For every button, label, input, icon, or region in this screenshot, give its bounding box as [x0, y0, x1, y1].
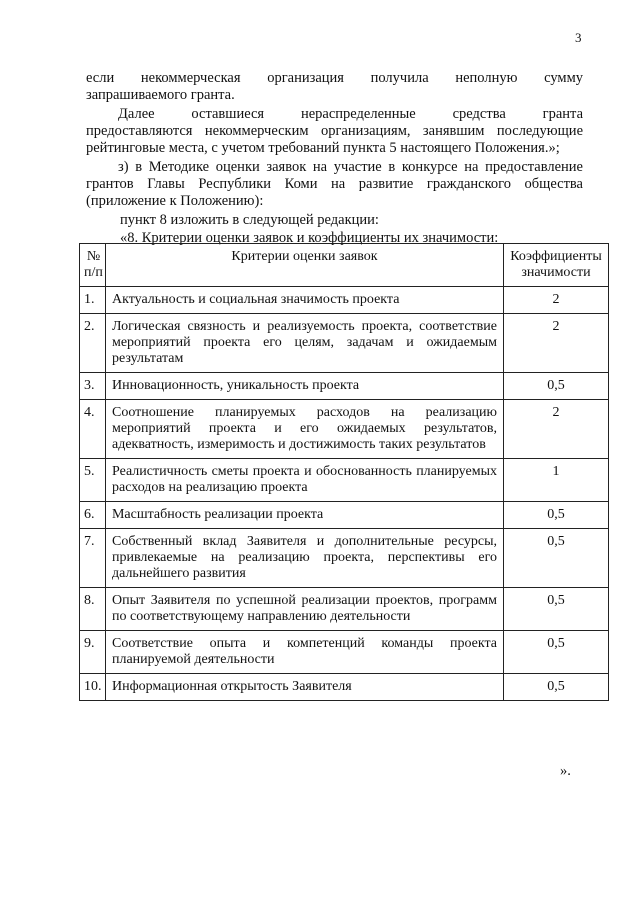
row-coefficient: 0,5 — [503, 631, 608, 674]
header-criteria: Критерии оценки заявок — [105, 244, 503, 287]
row-coefficient: 0,5 — [503, 373, 608, 400]
row-coefficient: 0,5 — [503, 529, 608, 588]
row-criteria: Информационная открытость Заявителя — [105, 674, 503, 701]
table-row — [80, 400, 609, 459]
paragraph-table-caption: «8. Критерии оценки заявок и коэффициенты их значимости: — [120, 230, 499, 246]
row-coefficient: 2 — [503, 287, 608, 314]
paragraph-grant-amount — [86, 70, 583, 104]
table-row — [80, 588, 609, 631]
row-coefficient: 2 — [503, 314, 608, 373]
row-num: 3. — [80, 373, 106, 400]
paragraph-line: запрашиваемого гранта. — [86, 87, 235, 103]
paragraph-line: Далее оставшиеся нераспределенные средства гранта — [118, 106, 583, 122]
row-criteria: Инновационность, уникальность проекта — [105, 373, 503, 400]
row-criteria: Масштабность реализации проекта — [105, 502, 503, 529]
table-row — [80, 674, 609, 701]
row-num: 6. — [80, 502, 106, 529]
page-number: 3 — [575, 30, 582, 45]
table-row — [80, 631, 609, 674]
table-row — [80, 287, 609, 314]
table-header-row — [80, 244, 609, 287]
header-num: № п/п — [80, 244, 106, 287]
row-num: 10. — [80, 674, 106, 701]
row-criteria: Собственный вклад Заявителя и дополнительные ресурсы, привлекаемые на реализацию проекта, перспективы его дальнейшего развития — [105, 529, 503, 588]
paragraph-line: предоставляются некоммерческим организациям, занявшим последующие рейтинговые места, с учетом требований пункта 5 настоящего Положения.»; — [86, 123, 583, 156]
row-num: 8. — [80, 588, 106, 631]
row-criteria: Соответствие опыта и компетенций команды проекта планируемой деятельности — [105, 631, 503, 674]
row-num: 7. — [80, 529, 106, 588]
row-coefficient: 0,5 — [503, 588, 608, 631]
row-num: 4. — [80, 400, 106, 459]
criteria-table — [79, 243, 609, 701]
row-num: 2. — [80, 314, 106, 373]
row-num: 9. — [80, 631, 106, 674]
row-num: 5. — [80, 459, 106, 502]
closing-quote: ». — [560, 763, 571, 779]
paragraph-remaining-funds — [86, 106, 583, 157]
row-coefficient: 1 — [503, 459, 608, 502]
row-criteria: Логическая связность и реализуемость проекта, соответствие мероприятий проекта его целям, задачам и ожидаемым результатам — [105, 314, 503, 373]
row-coefficient: 2 — [503, 400, 608, 459]
row-criteria: Опыт Заявителя по успешной реализации проектов, программ по соответствующему направлению деятельности — [105, 588, 503, 631]
paragraph-line: если некоммерческая организация получила неполную сумму — [86, 70, 583, 86]
table-row — [80, 502, 609, 529]
table-row — [80, 529, 609, 588]
row-criteria: Актуальность и социальная значимость проекта — [105, 287, 503, 314]
row-coefficient: 0,5 — [503, 502, 608, 529]
table-row — [80, 373, 609, 400]
row-criteria: Соотношение планируемых расходов на реализацию мероприятий проекта и его ожидаемых результатов, адекватность, измеримость и достижимость таких результатов — [105, 400, 503, 459]
row-coefficient: 0,5 — [503, 674, 608, 701]
paragraph-point-8: пункт 8 изложить в следующей редакции: — [120, 212, 379, 228]
paragraph-methodology: з) в Методике оценки заявок на участие в конкурсе на предоставление грантов Главы Республики Коми на развитие гражданского общества (приложение к Положению): — [86, 159, 583, 209]
table-row — [80, 459, 609, 502]
row-criteria: Реалистичность сметы проекта и обоснованность планируемых расходов на реализацию проекта — [105, 459, 503, 502]
header-coefficient: Коэффициенты значимости — [503, 244, 608, 287]
table-row — [80, 314, 609, 373]
row-num: 1. — [80, 287, 106, 314]
